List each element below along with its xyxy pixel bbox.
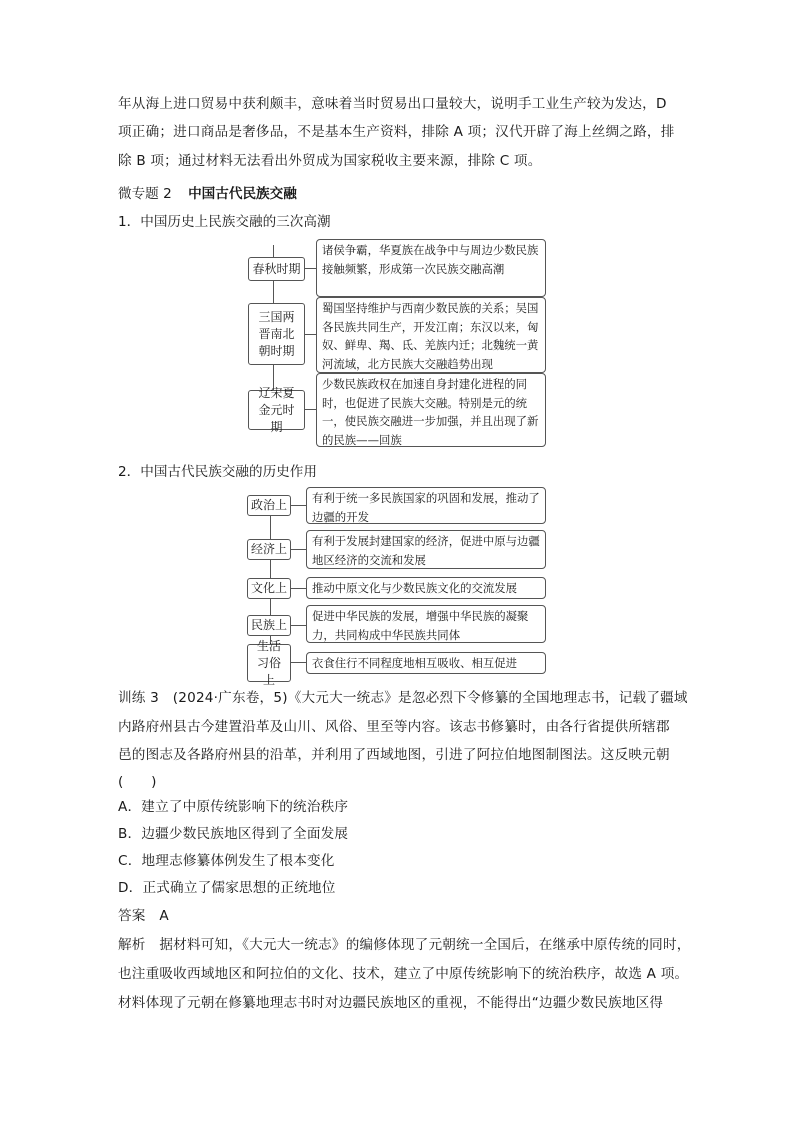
option-d: D．正式确立了儒家思想的正统地位 [118, 880, 336, 896]
option-b: B．边疆少数民族地区得到了全面发展 [118, 826, 349, 842]
role-text-ethnicity: 促进中华民族的发展，增强中华民族的凝聚力，共同构成中华民族共同体 [306, 605, 546, 643]
role-label-ethnicity: 民族上 [247, 615, 291, 636]
connector [291, 625, 306, 626]
era-label-spring-autumn: 春秋时期 [248, 257, 305, 281]
analysis-line-3: 材料体现了元朝在修纂地理志书时对边疆民族地区的重视，不能得出“边疆少数民族地区得 [118, 995, 664, 1011]
role-label-economy: 经济上 [247, 539, 291, 560]
connector [305, 334, 316, 335]
era-label-three-kingdoms: 三国两晋南北朝时期 [248, 303, 305, 365]
era-text-spring-autumn: 诸侯争霸，华夏族在战争中与周边少数民族接触频繁，形成第一次民族交融高潮 [316, 239, 546, 297]
exercise-line-1: 训练 3 (2024·广东卷，5)《大元大一统志》是忽必烈下令修纂的全国地理志书，记载了疆域 [118, 690, 688, 706]
section1-heading: 1．中国历史上民族交融的三次高潮 [118, 214, 331, 230]
exercise-line-3: 邑的图志及各路府州县的沿革，并利用了西域地图，引进了阿拉伯地图制图法。这反映元朝 [118, 747, 670, 763]
connector [305, 268, 316, 269]
exercise-line-2: 内路府州县古今建置沿革及山川、风俗、里至等内容。该志书修纂时，由各行省提供所辖郡 [118, 719, 670, 735]
connector [291, 588, 306, 589]
role-text-economy: 有利于发展封建国家的经济，促进中原与边疆地区经济的交流和发展 [306, 530, 546, 569]
analysis-line-1: 解析 据材料可知，《大元大一统志》的编修体现了元朝统一全国后，在继承中原传统的同时， [118, 937, 691, 953]
section2-heading: 2．中国古代民族交融的历史作用 [118, 464, 317, 480]
topic-name: 中国古代民族交融 [188, 186, 297, 202]
era-text-three-kingdoms: 蜀国坚持维护与西南少数民族的关系；吴国各民族共同生产，开发江南；东汉以来，匈奴、鲜卑、羯、氐、羌族内迁；北魏统一黄河流域，北方民族大交融趋势出现 [316, 297, 546, 373]
intro-line-1: 年从海上进口贸易中获利颇丰，意味着当时贸易出口量较大，说明手工业生产较为发达，D [118, 96, 667, 112]
era-label-liao-song: 辽宋夏金元时期 [248, 390, 305, 430]
intro-line-2: 项正确；进口商品是奢侈品，不是基本生产资料，排除 A 项；汉代开辟了海上丝绸之路，排 [118, 124, 675, 140]
connector [305, 409, 316, 410]
connector [291, 662, 306, 663]
answer-blank: ( ) [118, 774, 157, 790]
role-text-politics: 有利于统一多民族国家的巩固和发展，推动了边疆的开发 [306, 487, 546, 524]
role-label-politics: 政治上 [247, 495, 291, 516]
era-text-liao-song: 少数民族政权在加速自身封建化进程的同时，也促进了民族大交融。特别是元的统一，使民族交融进一步加强，并且出现了新的民族——回族 [316, 373, 546, 447]
topic-title [118, 182, 678, 202]
intro-line-3: 除 B 项；通过材料无法看出外贸成为国家税收主要来源，排除 C 项。 [118, 153, 542, 169]
connector [291, 549, 306, 550]
answer-label: 答案 A [118, 908, 169, 924]
topic-prefix: 微专题 2 [118, 186, 172, 202]
role-label-culture: 文化上 [247, 578, 291, 599]
analysis-line-2: 也注重吸收西域地区和阿拉伯的文化、技术，建立了中原传统影响下的统治秩序，故选 A 项。 [118, 966, 689, 982]
option-a: A．建立了中原传统影响下的统治秩序 [118, 799, 349, 815]
role-label-customs: 生活习俗上 [247, 644, 291, 682]
option-c: C．地理志修纂体例发生了根本变化 [118, 853, 335, 869]
role-text-culture: 推动中原文化与少数民族文化的交流发展 [306, 577, 546, 599]
connector [291, 505, 306, 506]
role-text-customs: 衣食住行不同程度地相互吸收、相互促进 [306, 652, 546, 674]
